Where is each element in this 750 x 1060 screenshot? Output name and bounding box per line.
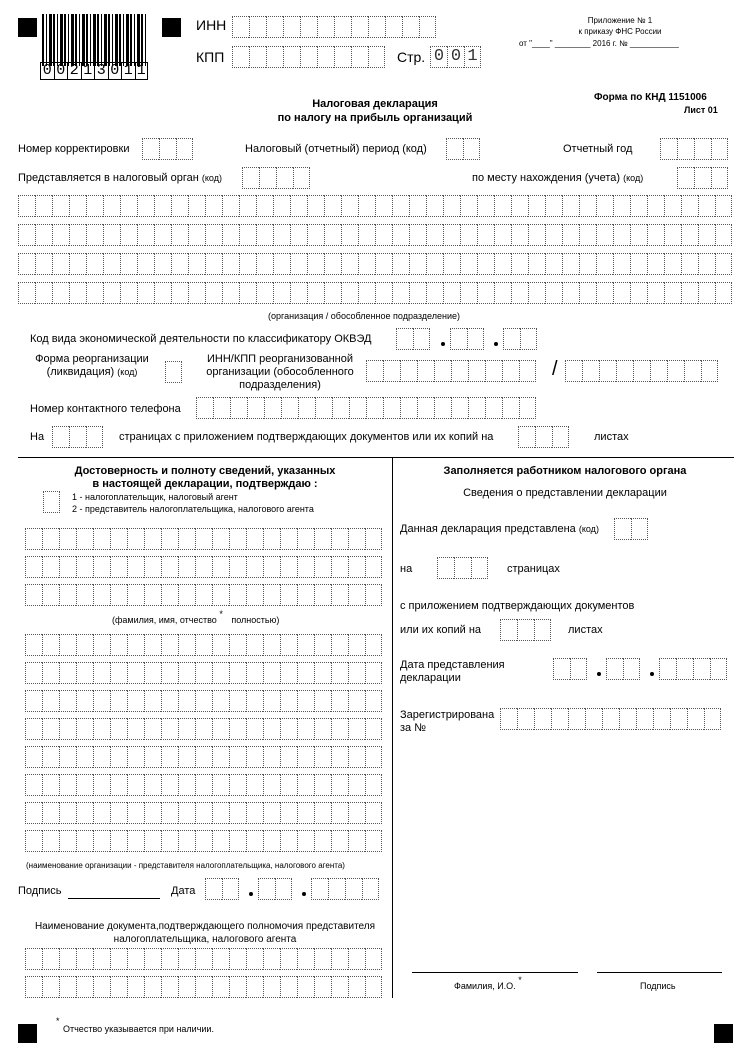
right-title: Заполняется работником налогового органа — [443, 465, 687, 477]
right-pages-label: страницах — [507, 563, 560, 575]
left-title-1: Достоверность и полноту сведений, указанных — [74, 465, 336, 477]
submit-date-label-2: декларации — [400, 672, 461, 684]
submit-day-field[interactable] — [553, 658, 587, 680]
inspector-fio-label: Фамилия, И.О. * — [454, 975, 522, 991]
inn-label: ИНН — [196, 17, 227, 33]
doc-title-line1: Налоговая декларация — [312, 98, 438, 110]
org-caption: (организация / обособленное подразделение) — [268, 311, 461, 321]
doc-authority-row[interactable] — [25, 948, 382, 970]
okved-dot-1 — [441, 342, 445, 346]
inspector-fio-line[interactable] — [412, 972, 578, 973]
signer-option-1: 1 - налогоплательщик, налоговый агент — [72, 492, 238, 502]
okved-label: Код вида экономической деятельности по классификатору ОКВЭД — [30, 333, 372, 345]
registered-label-2: за № — [400, 722, 427, 734]
fio-row[interactable] — [25, 528, 382, 550]
report-year-label: Отчетный год — [563, 143, 633, 155]
kpp-label: КПП — [196, 49, 225, 65]
tax-authority-label: Представляется в налоговый орган (код) — [18, 172, 222, 184]
organization-name-row[interactable] — [18, 224, 732, 246]
right-on-label: на — [400, 563, 413, 575]
registered-label-1: Зарегистрирована — [400, 709, 495, 721]
presented-code-field[interactable] — [614, 518, 648, 540]
inn-field[interactable] — [232, 16, 436, 38]
submit-dot-2 — [650, 672, 654, 676]
annex-line-1: Приложение № 1 — [587, 16, 653, 25]
right-subtitle: Сведения о представлении декларации — [463, 487, 667, 499]
right-or-copies: или их копий на — [400, 624, 482, 636]
tax-period-label: Налоговый (отчетный) период (код) — [245, 143, 427, 155]
on-label: На — [30, 431, 45, 443]
doc-title-line2: по налогу на прибыль организаций — [277, 112, 473, 124]
reorg-kpp-field[interactable] — [565, 360, 718, 382]
reorg-inn-label-2: организации (обособленного — [206, 366, 354, 378]
sheets-label: листах — [594, 431, 629, 443]
inspector-signature-label: Подпись — [640, 981, 676, 991]
phone-label: Номер контактного телефона — [30, 403, 181, 415]
date-month-field[interactable] — [258, 878, 292, 900]
doc-authority-row[interactable] — [25, 976, 382, 998]
pages-count-field[interactable] — [52, 426, 103, 448]
sheet-number: Лист 01 — [684, 105, 718, 115]
reorg-form-label-2: (ликвидация) (код) — [46, 366, 138, 378]
rep-org-name-row[interactable] — [25, 802, 382, 824]
rep-org-name-row[interactable] — [25, 662, 382, 684]
registration-number-field[interactable] — [500, 708, 721, 730]
organization-name-row[interactable] — [18, 195, 732, 217]
reorg-slash: / — [552, 358, 558, 380]
kpp-field[interactable] — [232, 46, 385, 68]
okved-dot-2 — [494, 342, 498, 346]
rep-org-caption: (наименование организации - представителя налогоплательщика, налогового агента) — [26, 861, 345, 870]
left-title-2: в настоящей декларации, подтверждаю : — [92, 478, 318, 490]
doc-authority-title-2: налогоплательщика, налогового агента — [113, 934, 297, 945]
signature-label: Подпись — [18, 885, 62, 897]
rep-org-name-row[interactable] — [25, 718, 382, 740]
location-field[interactable] — [677, 167, 728, 189]
submit-date-label-1: Дата представления — [400, 659, 505, 671]
corner-mark-top-left — [18, 18, 37, 37]
phone-field[interactable] — [196, 397, 536, 419]
signature-line[interactable] — [68, 898, 160, 899]
fio-row[interactable] — [25, 584, 382, 606]
right-with-docs: с приложением подтверждающих документов — [400, 600, 635, 612]
corner-mark-bottom-right — [714, 1024, 733, 1043]
correction-label: Номер корректировки — [18, 143, 130, 155]
submit-month-field[interactable] — [606, 658, 640, 680]
organization-name-row[interactable] — [18, 253, 732, 275]
reorg-form-label-1: Форма реорганизации — [35, 353, 149, 365]
tax-authority-field[interactable] — [242, 167, 310, 189]
date-dot-1 — [249, 892, 253, 896]
submit-year-field[interactable] — [659, 658, 727, 680]
annex-line-3: от "____" ________ 2016 г. № ___________ — [519, 39, 679, 48]
signer-option-2: 2 - представитель налогоплательщика, налогового агента — [72, 504, 314, 514]
report-year-field[interactable] — [660, 138, 728, 160]
right-sheets-label: листах — [568, 624, 603, 636]
section-divider — [18, 457, 734, 458]
fio-row[interactable] — [25, 556, 382, 578]
inspector-signature-line[interactable] — [597, 972, 722, 973]
reorg-inn-field[interactable] — [366, 360, 536, 382]
reorg-inn-label-3: подразделения) — [239, 379, 321, 391]
footnote-star: * — [56, 1016, 60, 1026]
rep-org-name-row[interactable] — [25, 774, 382, 796]
barcode-number: 0 0 2 1 3 0 1 1 — [40, 62, 148, 80]
doc-authority-title-1: Наименование документа,подтверждающего полномочия представителя — [34, 921, 376, 932]
rep-org-name-row[interactable] — [25, 746, 382, 768]
date-year-field[interactable] — [311, 878, 379, 900]
pages-text: страницах с приложением подтверждающих документов или их копий на — [119, 431, 494, 443]
okved-field-1[interactable] — [396, 328, 430, 350]
date-dot-2 — [302, 892, 306, 896]
rep-org-name-row[interactable] — [25, 634, 382, 656]
rep-org-name-row[interactable] — [25, 830, 382, 852]
barcode — [42, 14, 146, 66]
submit-dot-1 — [597, 672, 601, 676]
footnote-text: Отчество указывается при наличии. — [63, 1024, 214, 1034]
tax-period-field[interactable] — [446, 138, 480, 160]
fio-caption: (фамилия, имя, отчество * полностью) — [112, 609, 280, 625]
sheets-count-field[interactable] — [518, 426, 569, 448]
right-sheets-field[interactable] — [500, 619, 551, 641]
organization-name-row[interactable] — [18, 282, 732, 304]
form-code: Форма по КНД 1151006 — [594, 92, 707, 103]
presented-label: Данная декларация представлена (код) — [400, 523, 599, 535]
correction-field[interactable] — [142, 138, 193, 160]
right-pages-field[interactable] — [437, 557, 488, 579]
location-label: по месту нахождения (учета) (код) — [472, 172, 644, 184]
rep-org-name-row[interactable] — [25, 690, 382, 712]
signer-type-field[interactable] — [43, 491, 60, 513]
annex-line-2: к приказу ФНС России — [578, 27, 662, 36]
page-label: Стр. — [397, 49, 426, 65]
okved-field-2[interactable] — [450, 328, 484, 350]
corner-mark-bottom-left — [18, 1024, 37, 1043]
date-label: Дата — [171, 885, 196, 897]
reorg-form-field[interactable] — [165, 361, 182, 383]
corner-mark-top-middle — [162, 18, 181, 37]
reorg-inn-label-1: ИНН/КПП реорганизованной — [207, 353, 353, 365]
page-field[interactable]: 0 0 1 — [430, 46, 481, 68]
okved-field-3[interactable] — [503, 328, 537, 350]
date-day-field[interactable] — [205, 878, 239, 900]
column-divider — [392, 457, 393, 998]
